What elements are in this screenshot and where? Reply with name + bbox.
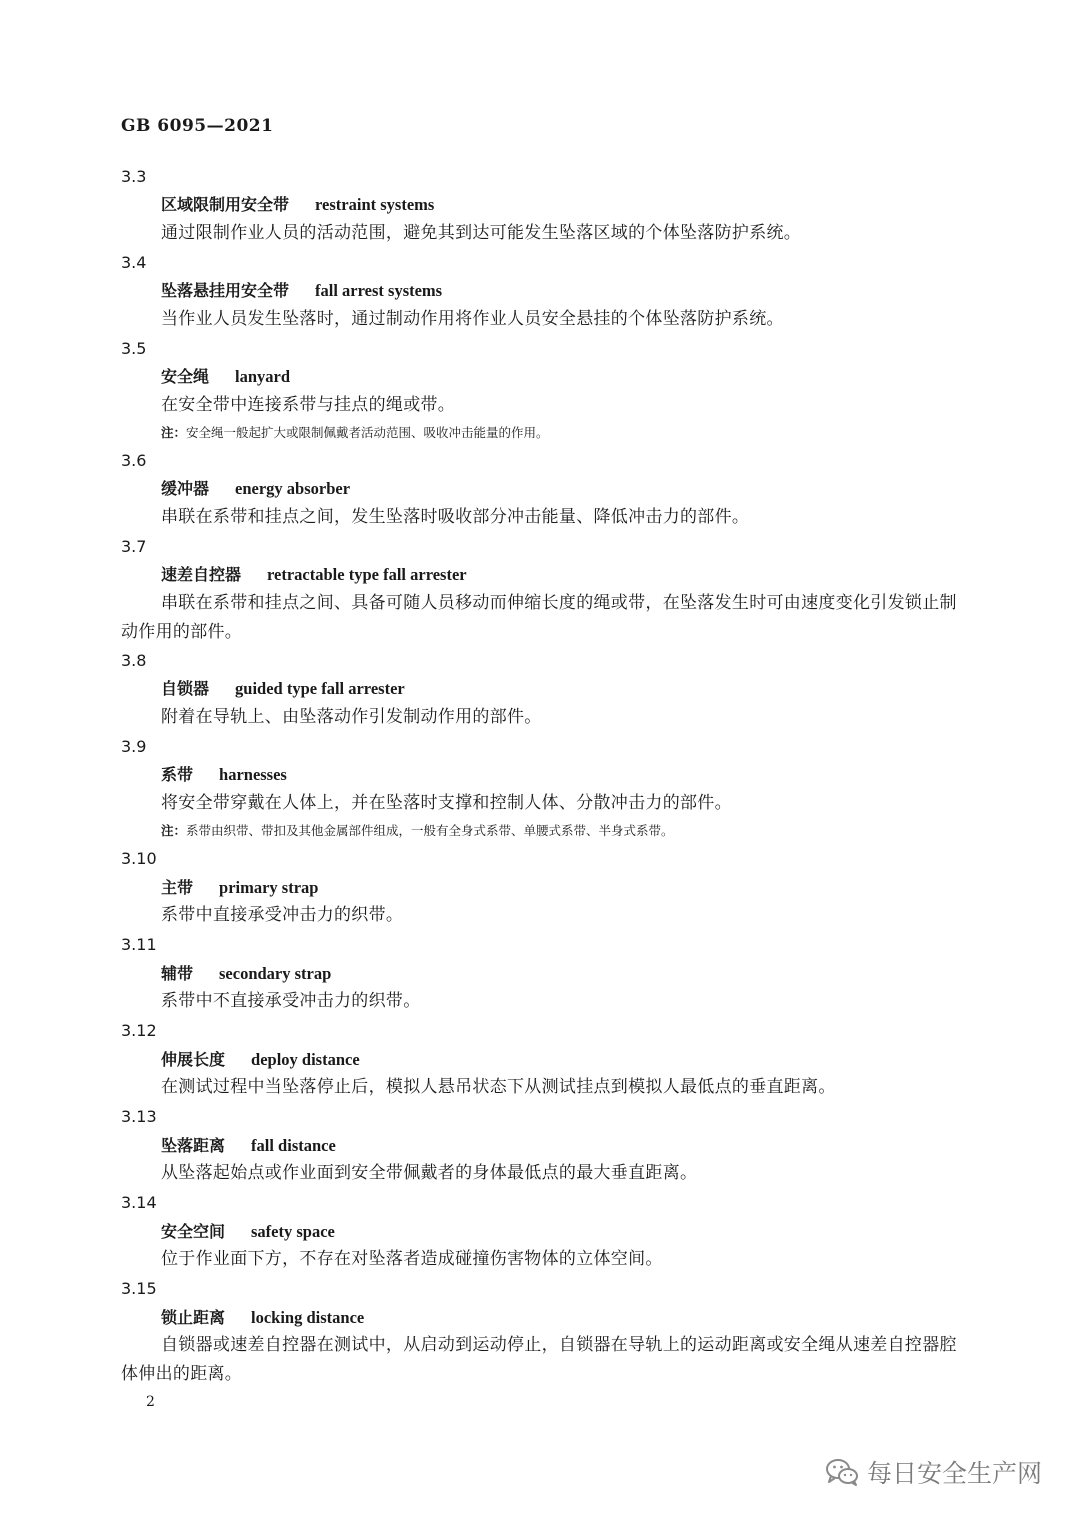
- term-heading: [161, 878, 318, 898]
- clause-number: 3.5: [121, 339, 147, 358]
- term-definition: 将安全带穿戴在人体上，并在坠落时支撑和控制人体、分散冲击力的部件。: [161, 793, 732, 813]
- term-chinese: 坠落悬挂用安全带: [161, 281, 290, 300]
- term-chinese: 缓冲器: [161, 479, 210, 498]
- clause-number: 3.4: [121, 253, 147, 272]
- note-label: 注：: [161, 823, 187, 838]
- clause-number: 3.14: [121, 1193, 157, 1212]
- term-chinese: 辅带: [161, 964, 194, 983]
- term-definition: 从坠落起始点或作业面到安全带佩戴者的身体最低点的最大垂直距离。: [161, 1163, 698, 1183]
- term-heading: [161, 1136, 336, 1156]
- term-definition: 当作业人员发生坠落时，通过制动作用将作业人员安全悬挂的个体坠落防护系统。: [161, 309, 784, 329]
- clause-number: 3.8: [121, 651, 147, 670]
- term-heading: [161, 479, 350, 499]
- term-heading: [161, 679, 405, 699]
- clause-number: 3.13: [121, 1107, 157, 1126]
- clause-number: 3.6: [121, 451, 147, 470]
- term-chinese: 安全空间: [161, 1222, 226, 1241]
- term-english: lanyard: [235, 367, 291, 386]
- wechat-icon: [825, 1457, 859, 1487]
- term-chinese: 系带: [161, 765, 194, 784]
- term-definition: 串联在系带和挂点之间，发生坠落时吸收部分冲击能量、降低冲击力的部件。: [161, 507, 750, 527]
- clause-number: 3.15: [121, 1279, 157, 1298]
- term-definition: 自锁器或速差自控器在测试中，从启动到运动停止，自锁器在导轨上的运动距离或安全绳从速差自控器腔体伸出的距离。: [121, 1335, 957, 1384]
- term-english: retractable type fall arrester: [267, 565, 467, 584]
- note-text: 系带由织带、带扣及其他金属部件组成，一般有全身式系带、单腰式系带、半身式系带。: [186, 823, 674, 838]
- term-heading: [161, 1222, 335, 1242]
- term-english: safety space: [251, 1222, 335, 1241]
- clause-number: 3.9: [121, 737, 147, 756]
- standard-code-header: GB 6095—2021: [121, 116, 274, 136]
- clause-number: 3.12: [121, 1021, 157, 1040]
- term-english: fall distance: [251, 1136, 336, 1155]
- term-heading: [161, 1050, 360, 1070]
- term-english: fall arrest systems: [315, 281, 443, 300]
- term-note: [161, 424, 549, 442]
- watermark: [825, 1454, 1042, 1490]
- note-text: 安全绳一般起扩大或限制佩戴者活动范围、吸收冲击能量的作用。: [186, 425, 549, 440]
- term-english: restraint systems: [315, 195, 435, 214]
- term-english: secondary strap: [219, 964, 332, 983]
- term-chinese: 锁止距离: [161, 1308, 226, 1327]
- note-label: 注：: [161, 425, 187, 440]
- term-definition: 附着在导轨上、由坠落动作引发制动作用的部件。: [161, 707, 542, 727]
- term-heading: [161, 195, 434, 215]
- term-heading: [161, 367, 290, 387]
- term-heading: [161, 765, 287, 785]
- term-english: guided type fall arrester: [235, 679, 405, 698]
- term-chinese: 速差自控器: [161, 565, 242, 584]
- term-definition: 系带中不直接承受冲击力的织带。: [161, 991, 421, 1011]
- term-english: locking distance: [251, 1308, 365, 1327]
- term-definition: 系带中直接承受冲击力的织带。: [161, 905, 404, 925]
- term-heading: [161, 964, 331, 984]
- clause-number: 3.10: [121, 849, 157, 868]
- term-heading: [161, 281, 442, 301]
- term-note: [161, 822, 674, 840]
- term-definition: 在测试过程中当坠落停止后，模拟人悬吊状态下从测试挂点到模拟人最低点的垂直距离。: [161, 1077, 836, 1097]
- term-definition: 串联在系带和挂点之间、具备可随人员移动而伸缩长度的绳或带，在坠落发生时可由速度变化引发锁止制动作用的部件。: [121, 593, 957, 642]
- term-english: deploy distance: [251, 1050, 360, 1069]
- clause-number: 3.11: [121, 935, 157, 954]
- watermark-text: 每日安全生产网: [866, 1459, 1042, 1488]
- term-chinese: 区域限制用安全带: [161, 195, 290, 214]
- term-chinese: 安全绳: [161, 367, 210, 386]
- clause-number: 3.3: [121, 167, 147, 186]
- term-chinese: 伸展长度: [161, 1050, 226, 1069]
- clause-number: 3.7: [121, 537, 147, 556]
- term-heading: [161, 565, 467, 585]
- term-heading: [161, 1308, 364, 1328]
- term-chinese: 主带: [161, 878, 194, 897]
- term-definition: 在安全带中连接系带与挂点的绳或带。: [161, 395, 456, 415]
- term-chinese: 自锁器: [161, 679, 210, 698]
- page-number: 2: [146, 1394, 155, 1410]
- term-english: primary strap: [219, 878, 319, 897]
- term-english: energy absorber: [235, 479, 351, 498]
- term-chinese: 坠落距离: [161, 1136, 226, 1155]
- term-definition: 位于作业面下方，不存在对坠落者造成碰撞伤害物体的立体空间。: [161, 1249, 663, 1269]
- term-definition: 通过限制作业人员的活动范围，避免其到达可能发生坠落区域的个体坠落防护系统。: [161, 223, 802, 243]
- term-english: harnesses: [219, 765, 287, 784]
